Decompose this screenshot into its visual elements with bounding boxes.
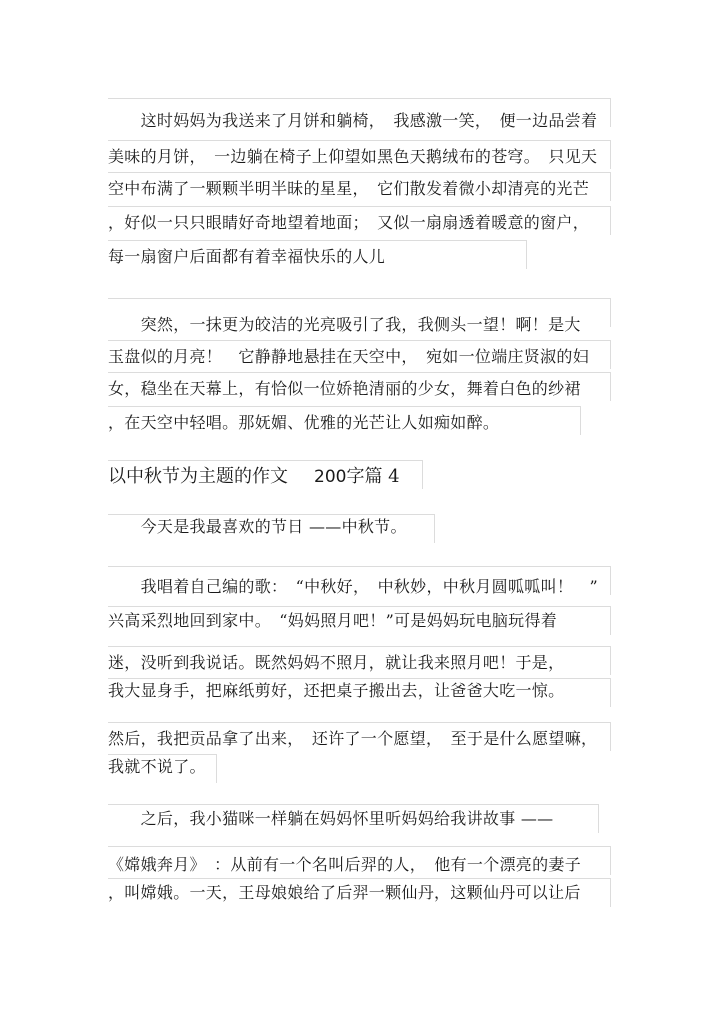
heading-prefix: 以中秋节为主题的作文 — [108, 466, 288, 487]
paragraph-line: 《嫦娥奔月》 ：从前有一个名叫后羿的人， 他有一个漂亮的妻子 — [108, 855, 582, 874]
heading-number: 200 — [314, 467, 347, 487]
paragraph-line: ，好似一只只眼睛好奇地望着地面； 又似一扇扇透着暖意的窗户， — [108, 213, 590, 232]
paragraph-line: 女，稳坐在天幕上，有恰似一位娇艳清丽的少女，舞着白色的纱裙 — [108, 379, 581, 398]
paragraph-line: ，在天空中轻唱。那妩媚、优雅的光芒让人如痴如醉。 — [108, 413, 500, 432]
paragraph-line: 之后，我小猫咪一样躺在妈妈怀里听妈妈给我讲故事 —— — [108, 809, 554, 828]
paragraph-line: 我唱着自己编的歌： “中秋好， 中秋妙，中秋月圆呱呱叫！ ” — [108, 577, 598, 596]
paragraph-line: 迷，没听到我说话。既然妈妈不照月，就让我来照月吧！于是， — [108, 653, 565, 672]
paragraph-line: 玉盘似的月亮！ 它静静地悬挂在天空中， 宛如一位端庄贤淑的妇 — [108, 347, 590, 366]
paragraph-line: ，叫嫦娥。一天，王母娘娘给了后羿一颗仙丹，这颗仙丹可以让后 — [108, 883, 581, 902]
paragraph-line: 今天是我最喜欢的节日 ——中秋节。 — [108, 517, 407, 536]
paragraph-line: 突然，一抹更为皎洁的光亮吸引了我，我侧头一望！啊！是大 — [108, 315, 581, 334]
paragraph-line: 我大显身手，把麻纸剪好，还把桌子搬出去，让爸爸大吃一惊。 — [108, 681, 565, 700]
paragraph-line: 每一扇窗户后面都有着幸福快乐的人儿 — [108, 247, 386, 266]
heading-suffix: 字篇 4 — [346, 466, 400, 487]
paragraph-line: 美味的月饼， 一边躺在椅子上仰望如黑色天鹅绒布的苍穹。 只见天 — [108, 147, 598, 166]
paragraph-line: 兴高采烈地回到家中。 “妈妈照月吧！”可是妈妈玩电脑玩得着 — [108, 611, 558, 630]
paragraph-line: 然后，我把贡品拿了出来， 还许了一个愿望， 至于是什么愿望嘛， — [108, 729, 598, 748]
paragraph-line: 这时妈妈为我送来了月饼和躺椅， 我感激一笑， 便一边品尝着 — [108, 111, 598, 130]
paragraph-line: 我就不说了。 — [108, 757, 206, 776]
essay-heading — [108, 462, 400, 492]
paragraph-line: 空中布满了一颗颗半明半昧的星星， 它们散发着微小却清亮的光芒 — [108, 179, 590, 198]
